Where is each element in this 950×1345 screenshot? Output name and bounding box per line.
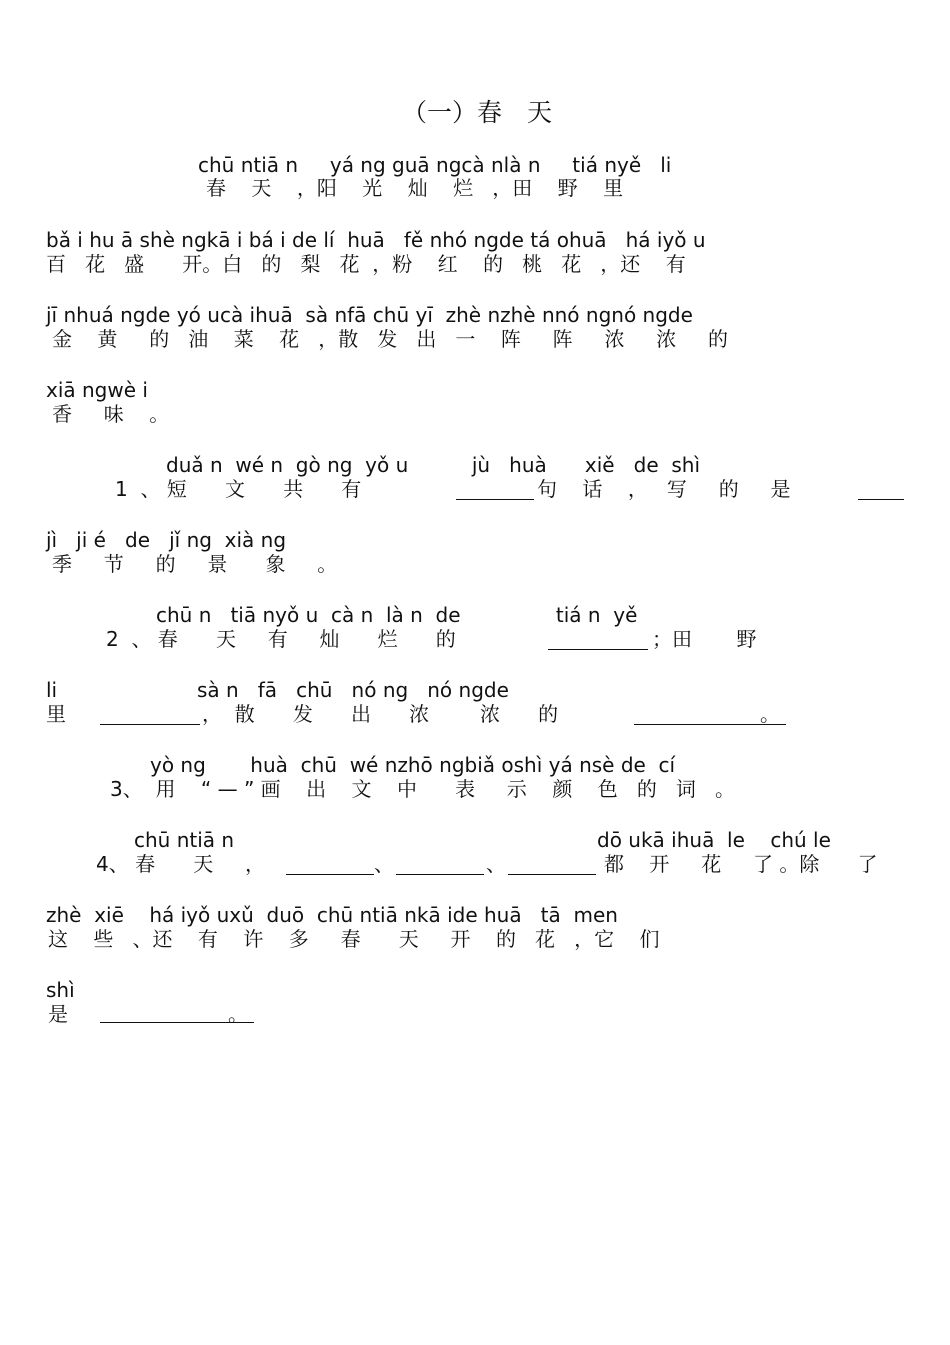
question-pinyin: yò ng huà chū wé nzhō ngbiǎ oshì yá nsè de cí (150, 753, 676, 777)
passage-hanzi-line: 金 黄 的 油 菜 花 ，散 发 出 一 阵 阵 浓 浓 的 (52, 327, 729, 351)
answer-blank[interactable] (548, 649, 648, 650)
answer-blank[interactable] (100, 724, 200, 725)
question-text: 里 (46, 702, 66, 726)
answer-blank[interactable] (456, 499, 534, 500)
passage-pinyin-line: chū ntiā n yá ng guā ngcà nlà n tiá nyě li (198, 153, 672, 177)
question-text: 。 (760, 702, 780, 726)
question-pinyin: jì ji é de jǐ ng xià ng (46, 528, 287, 552)
answer-blank[interactable] (396, 874, 484, 875)
passage-pinyin-line: bǎ i hu ā shè ngkā i bá i de lí huā fě nhó ngde tá ohuā há iyǒ u (46, 228, 706, 252)
question-text: ， 散 发 出 浓 浓 的 (202, 702, 559, 726)
question-text: 句 话 ， 写 的 是 (537, 477, 791, 501)
question-pinyin: duǎ n wé n gò ng yǒ u jù huà xiě de shì (166, 453, 701, 477)
passage-pinyin-line: jī nhuá ngde yó ucà ihuā sà nfā chū yī zhè nzhè nnó ngnó ngde (46, 303, 693, 327)
passage-hanzi-line: 百 花 盛 开。白 的 梨 花 ，粉 红 的 桃 花 ，还 有 (46, 252, 686, 276)
question-text: 、 (486, 852, 506, 876)
page-title: （一）春 天 (402, 98, 553, 127)
question-text: 都 开 花 了 。除 了 (604, 852, 878, 876)
question-text: 。 (228, 1002, 248, 1026)
question-text: 、 (374, 852, 394, 876)
passage-hanzi-line: 香 味 。 (52, 402, 170, 426)
question-text: 是 (48, 1002, 68, 1026)
question-text: 季 节 的 景 象 。 (52, 552, 338, 576)
question-pinyin: zhè xiē há iyǒ uxǔ duō chū ntiā nkā ide huā tā men (46, 903, 618, 927)
question-text: 这 些 、还 有 许 多 春 天 开 的 花 ，它 们 (48, 927, 660, 951)
question-pinyin: chū ntiā n (134, 828, 235, 852)
question-text: 3、 用 “ — ” 画 出 文 中 表 示 颜 色 的 词 。 (110, 777, 735, 801)
question-pinyin: chū n tiā nyǒ u cà n là n de tiá n yě (156, 603, 638, 627)
question-pinyin: dō ukā ihuā le chú le (597, 828, 831, 852)
answer-blank[interactable] (286, 874, 374, 875)
answer-blank[interactable] (508, 874, 596, 875)
question-text: 1 、 短 文 共 有 (115, 477, 362, 501)
passage-pinyin-line: xiā ngwè i (46, 378, 148, 402)
question-pinyin: shì (46, 978, 75, 1002)
question-text: ；田 野 (652, 627, 757, 651)
question-text: 2 、 春 天 有 灿 烂 的 (106, 627, 456, 651)
question-pinyin: li sà n fā chū nó ng nó ngde (46, 678, 509, 702)
passage-hanzi-line: 春 天 ，阳 光 灿 烂 ，田 野 里 (206, 176, 624, 200)
answer-blank[interactable] (858, 499, 904, 500)
question-text: 4、 春 天 ， (96, 852, 266, 876)
